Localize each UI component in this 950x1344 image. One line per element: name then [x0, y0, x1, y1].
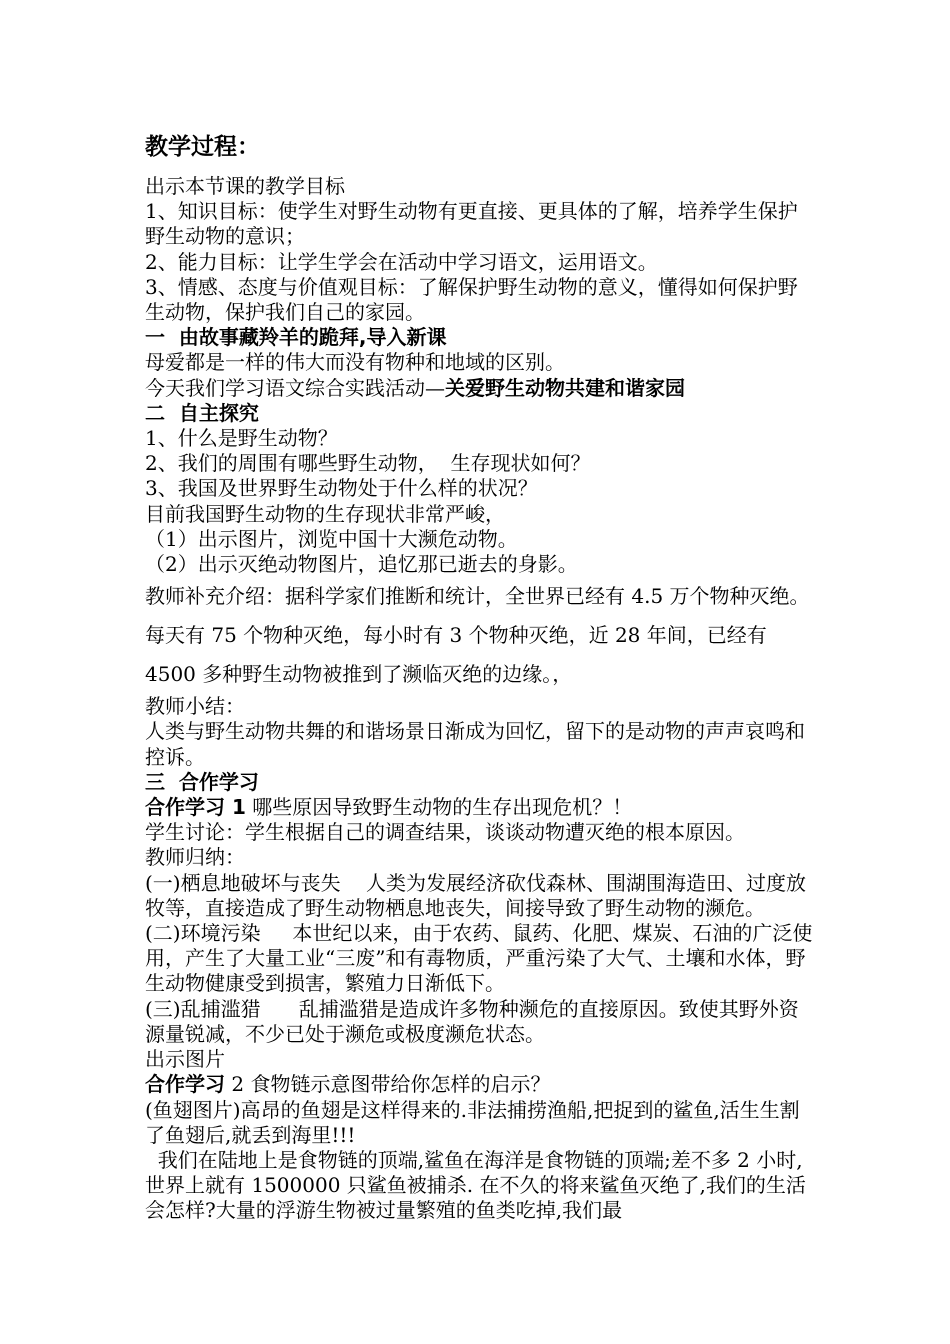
section-1-topic [145, 376, 815, 401]
section-3-heading: 三 合作学习 [145, 769, 259, 794]
coop-2-label: 合作学习 [145, 1072, 225, 1097]
coop-2-line [145, 1072, 815, 1097]
teacher-intro: 教师补充介绍：据科学家们推断和统计，全世界已经有 4.5 万个物种灭绝。每天有 75 个物种灭绝，每小时有 3 个物种灭绝，近 28 年间，已经有 4500 多种野生动物被推到了濒临灭绝的边缘。， [145, 584, 810, 687]
coop-1-label: 合作学习 1 [145, 795, 246, 820]
reason-1: (一)栖息地破坏与丧失 人类为发展经济砍伐森林、围湖围海造田、过度放牧等，直接造成了野生动物栖息地丧失，间接导致了野生动物的濒危。 [145, 870, 807, 920]
shark-paragraph-1: (鱼翅图片)高昂的鱼翅是这样得来的.非法捕捞渔船,把捉到的鲨鱼,活生生割了鱼翅后,就丢到海里!!! [145, 1097, 800, 1147]
section-1-paragraph: 母爱都是一样的伟大而没有物种和地域的区别。 [145, 350, 565, 375]
section-1-heading: 一 由故事藏羚羊的跪拜,导入新课 [145, 325, 447, 350]
coop-2-question: 2 食物链示意图带给你怎样的启示？ [225, 1072, 551, 1097]
intro-line: 出示本节课的教学目标 [145, 174, 345, 198]
goal-knowledge: 1、知识目标：使学生对野生动物有更直接、更具体的了解，培养学生保护野生动物的意识； [145, 199, 798, 249]
document-page [145, 132, 815, 1224]
coop-1-question: 哪些原因导致野生动物的生存出现危机？！ [245, 795, 633, 820]
goal-values: 3、情感、态度与价值观目标：了解保护野生动物的意义，懂得如何保护野生动物，保护我们自己的家园。 [145, 274, 798, 325]
topic-prefix: 今天我们学习语文综合实践活动— [145, 375, 445, 400]
question-1: 1、什么是野生动物？ [145, 426, 338, 451]
section-2-heading: 二 自主探究 [145, 400, 259, 425]
reason-2: (二)环境污染 本世纪以来，由于农药、鼠药、化肥、煤炭、石油的广泛使用，产生了大量工业“三废”和有毒物质，严重污染了大气、土壤和水体，野生动物健康受到损害，繁殖力日渐低下。 [145, 921, 813, 996]
shark-paragraph-2: 我们在陆地上是食物链的顶端,鲨鱼在海洋是食物链的顶端;差不多 2 小时,世界上就有 1500000 只鲨鱼被捕杀. 在不久的将来鲨鱼灭绝了,我们的生活会怎样?大量的浮游生物被过量繁殖的鱼类吃掉,我们最 [145, 1147, 806, 1223]
doc-title: 教学过程： [145, 134, 260, 160]
summary-text: 人类与野生动物共舞的和谐场景日渐成为回忆，留下的是动物的声声哀鸣和控诉。 [145, 719, 805, 769]
show-picture: 出示图片 [145, 1047, 225, 1072]
coop-1-line [145, 795, 815, 820]
teacher-summary-label: 教师归纳： [145, 845, 245, 870]
question-2: 2、我们的周围有哪些野生动物， 生存现状如何？ [145, 451, 591, 476]
topic-title: 关爱野生动物共建和谐家园 [445, 375, 685, 400]
status-line: 目前我国野生动物的生存现状非常严峻， [145, 501, 505, 526]
show-item-2: （2）出示灭绝动物图片，追忆那已逝去的身影。 [145, 552, 578, 577]
student-discussion: 学生讨论：学生根据自己的调查结果，谈谈动物遭灭绝的根本原因。 [145, 820, 745, 845]
goal-ability: 2、能力目标：让学生学会在活动中学习语文，运用语文。 [145, 249, 658, 274]
show-item-1: （1）出示图片，浏览中国十大濒危动物。 [145, 526, 518, 551]
reason-3: (三)乱捕滥猎 乱捕滥猎是造成许多物种濒危的直接原因。致使其野外资源量锐减，不少已处于濒危或极度濒危状态。 [145, 996, 799, 1046]
summary-label: 教师小结： [145, 694, 245, 719]
question-3: 3、我国及世界野生动物处于什么样的状况？ [145, 476, 538, 501]
